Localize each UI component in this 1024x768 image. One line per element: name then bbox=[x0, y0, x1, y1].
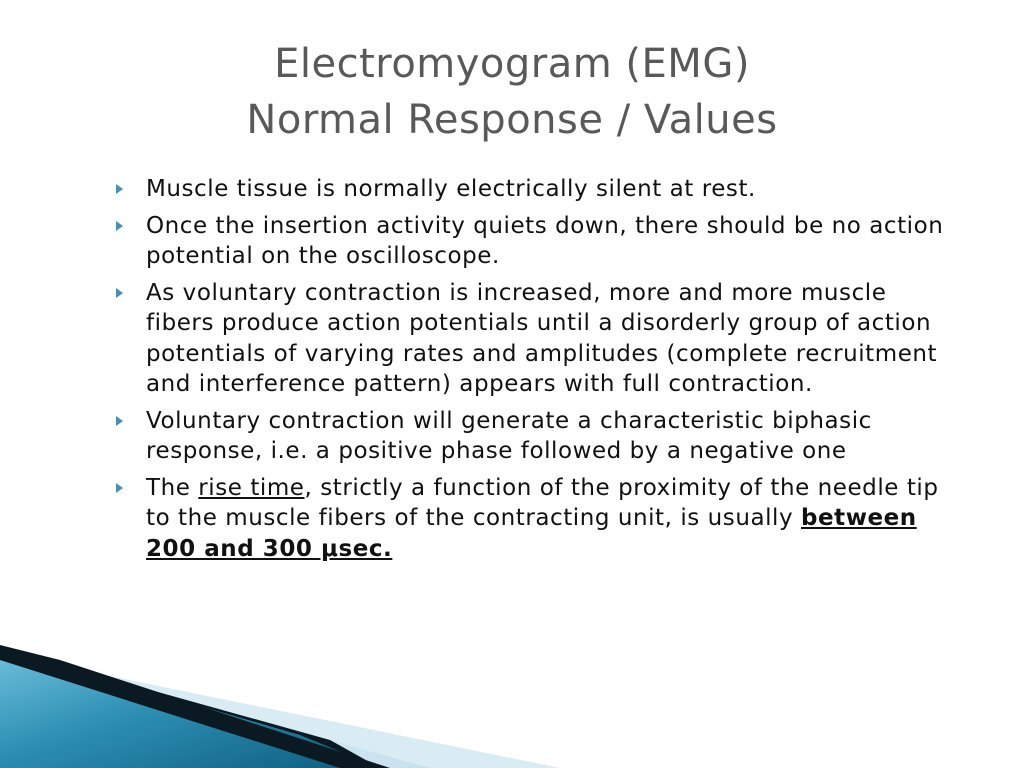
bullet-text-part1: The bbox=[146, 474, 199, 501]
bullet-text: Once the insertion activity quiets down, there should be no action potential on the oscilloscope. bbox=[146, 212, 944, 269]
bullet-item bbox=[116, 473, 946, 565]
triangle-bullet-icon bbox=[116, 184, 123, 194]
bullet-text: As voluntary contraction is increased, more and more muscle fibers produce action potentials until a disorderly group of action potentials of varying rates and amplitudes (complete recruitment and interference pattern) appears with full contraction. bbox=[146, 279, 938, 397]
bullet-item bbox=[116, 211, 946, 272]
bullet-item bbox=[116, 406, 946, 467]
bullet-item bbox=[116, 174, 946, 205]
triangle-bullet-icon bbox=[116, 416, 123, 426]
bullet-text: Voluntary contraction will generate a characteristic biphasic response, i.e. a positive phase followed by a negative one bbox=[146, 407, 872, 464]
rise-time-term: rise time bbox=[198, 474, 305, 501]
triangle-bullet-icon bbox=[116, 288, 123, 298]
bullet-item bbox=[116, 278, 946, 400]
triangle-bullet-icon bbox=[116, 483, 123, 493]
bullet-text-part2: , strictly a function of the proximity of the needle tip to the muscle fibers of the contracting unit, is usually bbox=[146, 474, 939, 531]
rise-time-value: between 200 and 300 μsec. bbox=[146, 505, 917, 562]
bullet-text: Muscle tissue is normally electrically silent at rest. bbox=[146, 176, 756, 202]
slide-title bbox=[0, 36, 1024, 148]
triangle-bullet-icon bbox=[116, 221, 123, 231]
bullet-list bbox=[116, 174, 946, 570]
title-line-1: Electromyogram (EMG) bbox=[274, 41, 750, 87]
title-line-2: Normal Response / Values bbox=[246, 97, 778, 143]
